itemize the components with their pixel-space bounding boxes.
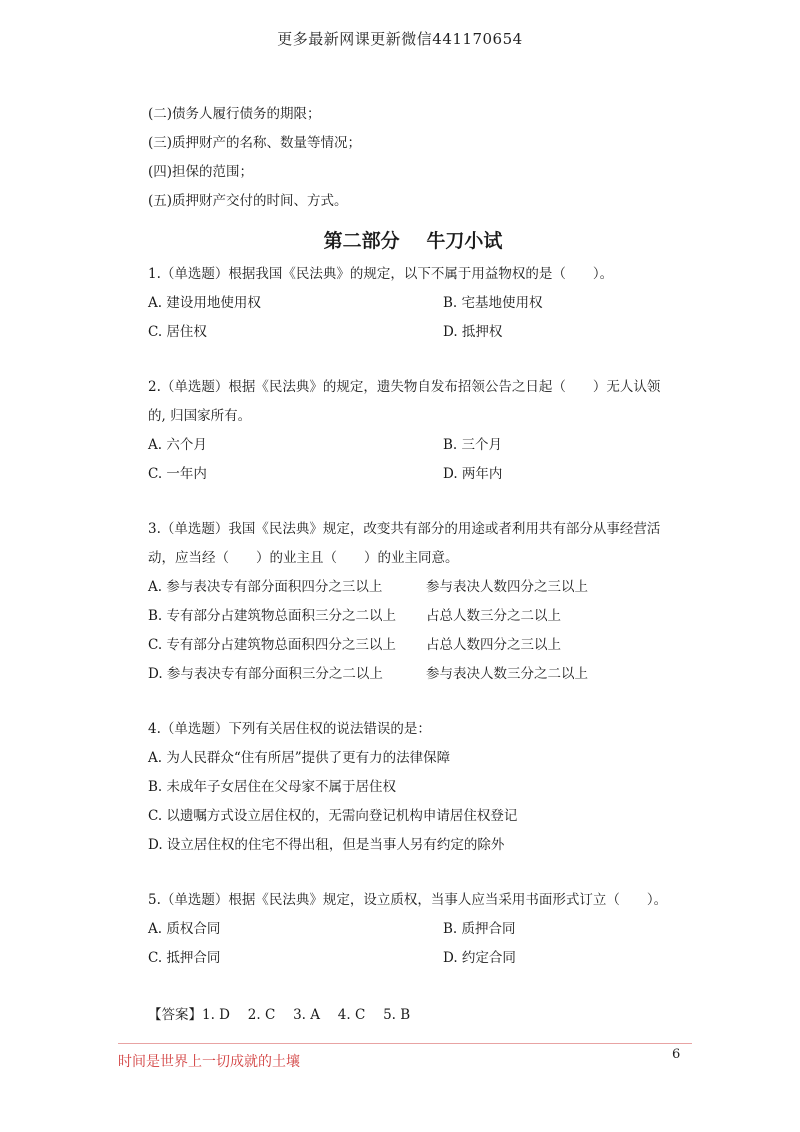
option-c: C. 居住权 (148, 324, 207, 340)
previous-items (148, 100, 678, 216)
list-item: (四)担保的范围； (148, 164, 254, 180)
question-text: 4.（单选题）下列有关居住权的说法错误的是： (148, 721, 431, 737)
option-a-part2: 参与表决人数四分之三以上 (426, 579, 588, 595)
page-content (148, 100, 678, 1030)
section-title (148, 224, 678, 258)
list-item: (三)质押财产的名称、数量等情况； (148, 135, 362, 151)
question-text: 的, 归国家所有。 (148, 408, 252, 424)
option-d: D. 约定合同 (443, 950, 516, 966)
list-item: (二)债务人履行债务的期限； (148, 106, 321, 122)
footer-divider (118, 1043, 692, 1044)
question-text: 5.（单选题）根据《民法典》规定，设立质权，当事人应当采用书面形式订立（ ）。 (148, 892, 668, 908)
question-text: 1.（单选题）根据我国《民法典》的规定，以下不属于用益物权的是（ ）。 (148, 266, 614, 282)
options (148, 915, 678, 973)
option-c: C. 以遗嘱方式设立居住权的，无需向登记机构申请居住权登记 (148, 808, 518, 824)
option-d: D. 两年内 (443, 466, 503, 482)
option-d (148, 660, 678, 689)
option-c-part1: C. 专有部分占建筑物总面积四分之三以上 (148, 637, 396, 653)
header-watermark: 更多最新网课更新微信441170654 (277, 30, 523, 48)
option-a-part1: A. 参与表决专有部分面积四分之三以上 (148, 579, 383, 595)
option-c: C. 抵押合同 (148, 950, 221, 966)
option-c: C. 一年内 (148, 466, 207, 482)
section-part: 第二部分 (323, 230, 400, 252)
option-b: B. 三个月 (443, 437, 503, 453)
options (148, 431, 678, 489)
question-text: 动，应当经（ ）的业主且（ ）的业主同意。 (148, 550, 459, 566)
question-3 (148, 515, 678, 689)
option-b: B. 宅基地使用权 (443, 295, 543, 311)
options (148, 289, 678, 347)
option-a: A. 建设用地使用权 (148, 295, 261, 311)
option-b (148, 602, 678, 631)
option-a: A. 质权合同 (148, 921, 221, 937)
option-a (148, 573, 678, 602)
question-text: 2.（单选题）根据《民法典》的规定，遗失物自发布招领公告之日起（ ）无人认领 (148, 379, 661, 395)
option-b-part1: B. 专有部分占建筑物总面积三分之二以上 (148, 608, 397, 624)
question-1 (148, 260, 678, 347)
page-number: 6 (672, 1047, 681, 1062)
option-b-part2: 占总人数三分之二以上 (426, 608, 561, 624)
question-5 (148, 886, 678, 973)
question-text: 3.（单选题）我国《民法典》规定，改变共有部分的用途或者利用共有部分从事经营活 (148, 521, 661, 537)
option-d-part1: D. 参与表决专有部分面积三分之二以上 (148, 666, 383, 682)
option-d: D. 抵押权 (443, 324, 503, 340)
option-d: D. 设立居住权的住宅不得出租，但是当事人另有约定的除外 (148, 837, 505, 853)
question-4 (148, 715, 678, 860)
option-b: B. 质押合同 (443, 921, 516, 937)
question-2 (148, 373, 678, 489)
option-d-part2: 参与表决人数三分之二以上 (426, 666, 588, 682)
footer-slogan: 时间是世界上一切成就的土壤 (118, 1054, 300, 1070)
option-b: B. 未成年子女居住在父母家不属于居住权 (148, 779, 397, 795)
option-a: A. 六个月 (148, 437, 207, 453)
answer-key: 【答案】1. D 2. C 3. A 4. C 5. B (148, 1007, 411, 1023)
list-item: (五)质押财产交付的时间、方式。 (148, 193, 348, 209)
option-c (148, 631, 678, 660)
section-name: 牛刀小试 (426, 230, 503, 252)
option-c-part2: 占总人数四分之三以上 (426, 637, 561, 653)
option-a: A. 为人民群众“住有所居”提供了更有力的法律保障 (148, 750, 451, 766)
